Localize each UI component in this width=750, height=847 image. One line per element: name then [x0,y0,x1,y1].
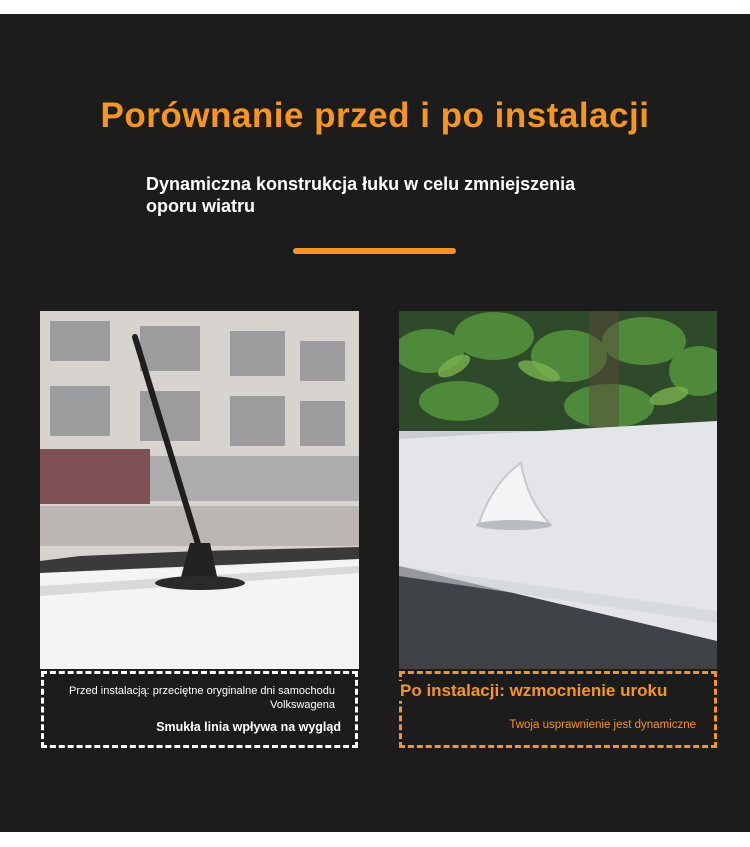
shark-fin-antenna-illustration [399,311,717,669]
after-caption-box [399,671,717,748]
after-photo [399,311,717,669]
page-title: Porównanie przed i po instalacji [100,96,650,135]
before-caption-sub: Smukła linia wpływa na wygląd [156,720,341,734]
before-caption-main: Przed instalacją: przeciętne oryginalne dni samochodu Volkswagena [69,685,335,711]
accent-divider [293,248,456,254]
after-caption-sub: Twoja usprawnienie jest dynamiczne [509,719,696,731]
after-caption-main: Po instalacji: wzmocnienie uroku [396,681,671,701]
page-subtitle: Dynamiczna konstrukcja łuku w celu zmniejszenia oporu wiatru [146,174,576,216]
rod-antenna-illustration [40,311,359,669]
before-photo [40,311,359,669]
before-caption-box [41,671,358,748]
